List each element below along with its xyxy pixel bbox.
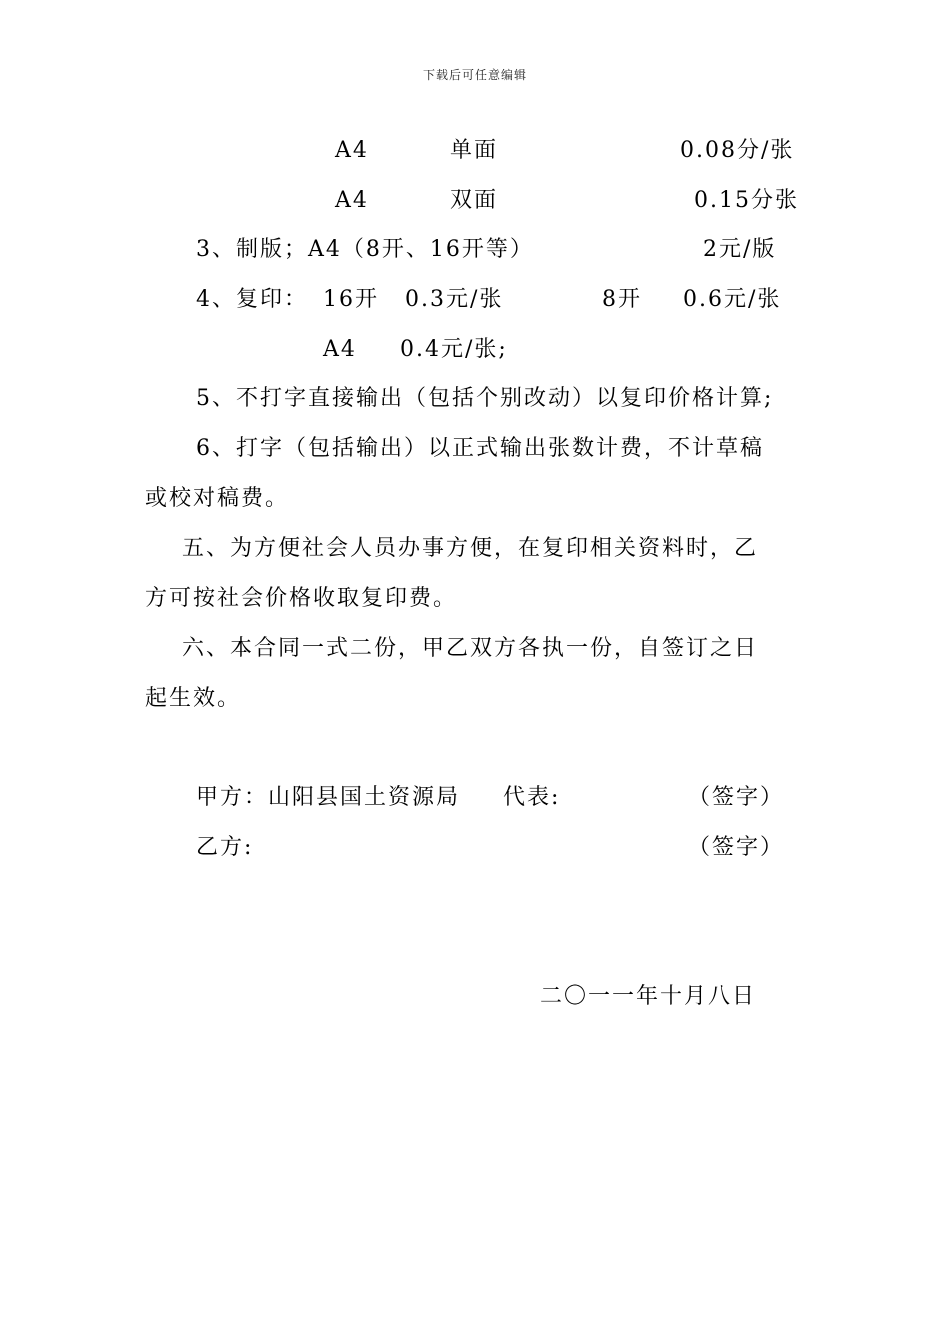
copy-size-16: 16开 <box>323 287 379 312</box>
copy-price-16: 0.3元/张 <box>405 287 504 312</box>
plate-price: 2元/版 <box>703 237 777 262</box>
a4-single-price: 0.08分/张 <box>680 138 795 163</box>
header-note: 下载后可任意编辑 <box>422 68 527 82</box>
clause-item6-line1: 6、打字（包括输出）以正式输出张数计费，不计草稿 <box>196 436 764 461</box>
copy-size-8: 8开 <box>602 287 642 312</box>
a4-double-mode: 双面 <box>450 188 499 213</box>
clause-item6-line2: 或校对稿费。 <box>145 486 290 511</box>
clause-item5: 5、不打字直接输出（包括个别改动）以复印价格计算; <box>196 386 774 411</box>
copy-size-a4: A4 <box>323 337 357 362</box>
a4-single-mode: 单面 <box>450 138 499 163</box>
party-a-representative: 代表: <box>503 785 561 810</box>
contract-date: 二〇一一年十月八日 <box>540 984 757 1009</box>
clause-five-line2: 方可按社会价格收取复印费。 <box>145 586 458 611</box>
party-b-label: 乙方: <box>196 835 254 860</box>
a4-double-size: A4 <box>335 188 369 213</box>
clause-five-line1: 五、为方便社会人员办事方便，在复印相关资料时，乙 <box>182 536 759 561</box>
plate-text: 3、制版；A4（8开、16开等） <box>196 237 534 262</box>
copy-label: 4、复印： <box>196 287 308 312</box>
clause-six-line2: 起生效。 <box>145 686 242 711</box>
party-a-signature: （签字） <box>688 785 785 810</box>
party-b-signature: （签字） <box>688 835 785 860</box>
copy-price-8: 0.6元/张 <box>683 287 782 312</box>
party-a-label: 甲方：山阳县国土资源局 <box>196 785 461 810</box>
a4-double-price: 0.15分张 <box>694 188 799 213</box>
a4-single-size: A4 <box>335 138 369 163</box>
clause-six-line1: 六、本合同一式二份，甲乙双方各执一份，自签订之日 <box>182 636 759 661</box>
copy-price-a4: 0.4元/张; <box>400 337 508 362</box>
